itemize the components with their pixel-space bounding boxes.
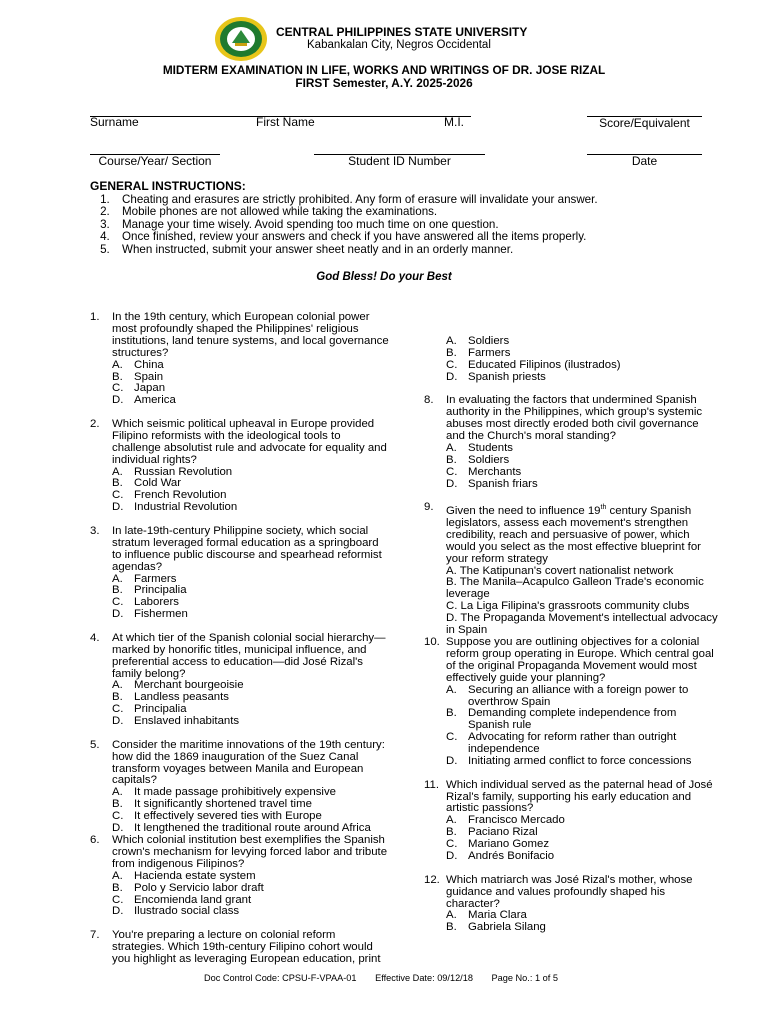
question-7-continued <box>424 312 720 384</box>
exam-semester: FIRST Semester, A.Y. 2025-2026 <box>295 76 473 90</box>
options-list <box>112 360 390 408</box>
question-number: 7. <box>90 929 100 942</box>
question-number: 2. <box>90 417 100 430</box>
question-text: Which seismic political upheaval in Europe provided Filipino reformists with the ideological tools to challenge absolutist rule and advocate for equality and individual rights? <box>112 417 387 466</box>
options-list <box>446 443 720 491</box>
question-7-options-wrap <box>446 312 720 336</box>
question-text: In the 19th century, which European colonial power most profoundly shaped the Philippines' religious institutions, land tenure systems, and local governance structures? <box>112 311 389 359</box>
option-b[interactable]: B. Demanding complete independence from Spanish rule <box>446 707 677 732</box>
question-number: 3. <box>90 524 100 537</box>
university-seal-icon <box>214 16 268 62</box>
question-number: 8. <box>424 394 434 407</box>
question-number: 12. <box>424 873 440 886</box>
question-number: 11. <box>424 778 439 791</box>
doc-control-code: Doc Control Code: CPSU-F-VPAA-01 <box>204 973 357 983</box>
option-d[interactable]: D. Initiating armed conflict to force concessions <box>446 755 692 768</box>
options-list <box>446 815 720 863</box>
option-a[interactable]: A. Securing an alliance with a foreign power to overthrow Spain <box>446 683 689 708</box>
options-list <box>112 787 390 835</box>
option-c[interactable]: C. Merchants <box>446 465 522 478</box>
surname-field[interactable] <box>90 116 150 129</box>
option-d[interactable]: D. America <box>112 394 176 407</box>
instruction-item: 3. Manage your time wisely. Avoid spending too much time on one question. <box>113 219 730 231</box>
score-field[interactable] <box>587 116 702 130</box>
option-c[interactable]: C. Japan <box>112 382 166 395</box>
question-7 <box>90 930 390 966</box>
options-list <box>112 467 390 515</box>
question-2 <box>90 419 390 514</box>
option-c[interactable]: C. Laborers <box>112 596 179 609</box>
option-d[interactable]: D. Fishermen <box>112 608 188 621</box>
question-text: Suppose you are outlining objectives for a colonial reform group operating in Europe. Which central goal of the original Propaganda Movement would most effectively guide your planning? <box>446 636 714 684</box>
option-b[interactable]: B. Landless peasants <box>112 691 229 704</box>
instructions-list <box>113 194 730 256</box>
question-number: 9. <box>424 501 434 514</box>
question-6 <box>90 835 390 918</box>
options-list <box>112 574 390 622</box>
question-3 <box>90 526 390 621</box>
question-text: Which individual served as the paternal head of José Rizal's family, supporting his early education and artistic passions? <box>446 778 713 815</box>
surname-label: Surname <box>90 115 139 129</box>
option-a[interactable]: A. Merchant bourgeoisie <box>112 679 244 692</box>
question-text: Which matriarch was José Rizal's mother, whose guidance and values profoundly shaped his character? <box>446 873 693 910</box>
question-12 <box>424 875 720 935</box>
student-id-field[interactable] <box>314 154 485 168</box>
question-text: You're preparing a lecture on colonial reform strategies. Which 19th-century Filipino cohort would you highlight as leveraging European education, print <box>112 930 381 965</box>
question-number: 5. <box>90 738 100 751</box>
date-field[interactable] <box>587 154 702 168</box>
university-location: Kabankalan City, Negros Occidental <box>307 39 491 51</box>
option-a[interactable]: A. Students <box>446 441 513 454</box>
option-d[interactable]: D. The Propaganda Movement's intellectual advocacy in Spain <box>446 612 718 637</box>
exam-title-block <box>0 64 768 90</box>
option-c[interactable]: C. Advocating for reform rather than outright independence <box>446 731 677 756</box>
question-number: 4. <box>90 631 100 644</box>
option-c[interactable]: C. French Revolution <box>112 489 227 502</box>
option-a[interactable]: A. The Katipunan's covert nationalist network <box>446 564 674 577</box>
options-list <box>112 680 390 728</box>
instruction-item: 4. Once finished, review your answers and check if you have answered all the items properly. <box>113 231 730 243</box>
option-b[interactable]: B. Cold War <box>112 477 182 490</box>
option-a[interactable]: A. It made passage prohibitively expensive <box>112 786 336 799</box>
questions-left-column <box>90 312 390 966</box>
page-number: Page No.: 1 of 5 <box>491 973 558 983</box>
effective-date: Effective Date: 09/12/18 <box>375 973 473 983</box>
option-a[interactable]: A. China <box>112 358 164 371</box>
options-list <box>446 910 720 934</box>
mi-label: M.I. <box>444 115 464 129</box>
score-label: Score/Equivalent <box>599 116 690 130</box>
instructions-heading: GENERAL INSTRUCTIONS: <box>90 179 246 193</box>
student-id-label: Student ID Number <box>348 154 451 168</box>
option-c[interactable]: C. Mariano Gomez <box>446 838 550 851</box>
option-d[interactable]: D. It lengthened the traditional route around Africa <box>112 822 371 835</box>
options-list <box>446 336 720 384</box>
option-b[interactable]: B. Farmers <box>446 346 511 359</box>
question-9 <box>424 502 720 637</box>
question-number: 10. <box>424 636 440 649</box>
instruction-item: 5. When instructed, submit your answer sheet neatly and in an orderly manner. <box>113 244 730 256</box>
options-list <box>446 685 720 768</box>
option-a[interactable]: A. Maria Clara <box>446 909 527 922</box>
question-11 <box>424 780 720 863</box>
option-d[interactable]: D. Andrés Bonifacio <box>446 850 555 863</box>
option-c[interactable]: C. Principalia <box>112 703 187 716</box>
course-field[interactable] <box>90 154 220 168</box>
option-c[interactable]: C. Educated Filipinos (ilustrados) <box>446 358 621 371</box>
option-d[interactable]: D. Spanish friars <box>446 477 538 490</box>
question-1 <box>90 312 390 407</box>
questions-right-column <box>424 312 720 934</box>
option-a[interactable]: A. Hacienda estate system <box>112 869 256 882</box>
options-list <box>112 871 390 919</box>
question-5 <box>90 740 390 835</box>
first-name-label: First Name <box>256 115 315 129</box>
document-footer <box>204 973 574 985</box>
date-label: Date <box>631 154 658 168</box>
option-b[interactable]: B. Soldiers <box>446 453 510 466</box>
mi-field[interactable] <box>444 116 484 129</box>
option-c[interactable]: C. La Liga Filipina's grassroots community clubs <box>446 600 690 613</box>
option-b[interactable]: B. Principalia <box>112 584 187 597</box>
instruction-item: 1. Cheating and erasures are strictly prohibited. Any form of erasure will invalidate your answer. <box>113 194 730 206</box>
question-text: At which tier of the Spanish colonial social hierarchy—marked by honorific titles, municipal influence, and preferential access to education—did José Rizal's family belong? <box>112 631 386 680</box>
option-b[interactable]: B. Gabriela Silang <box>446 921 546 934</box>
university-name: CENTRAL PHILIPPINES STATE UNIVERSITY <box>276 25 528 39</box>
blessing-text: God Bless! Do your Best <box>316 271 452 283</box>
question-text: Given the need to influence 19th century Spanish legislators, assess each movement's strengthen credibility, reach and persuasive of power, which would you select as the most effective blueprint for your reform strategy <box>446 504 701 565</box>
options-list <box>446 566 720 637</box>
option-b[interactable]: B. The Manila–Acapulco Galleon Trade's economic leverage <box>446 576 704 601</box>
option-a[interactable]: A. Soldiers <box>446 335 510 347</box>
option-c[interactable]: C. It effectively severed ties with Europe <box>112 810 322 823</box>
option-b[interactable]: B. Polo y Servicio labor draft <box>112 881 264 894</box>
exam-title: MIDTERM EXAMINATION IN LIFE, WORKS AND WRITINGS OF DR. JOSE RIZAL <box>162 63 606 77</box>
question-number: 1. <box>90 311 100 323</box>
option-d[interactable]: D. Spanish priests <box>446 370 546 383</box>
instruction-item: 2. Mobile phones are not allowed while taking the examinations. <box>113 206 730 218</box>
question-text: In evaluating the factors that undermined Spanish authority in the Philippines, which group's systemic abuses most directly eroded both civil governance and the Church's moral standing? <box>446 394 703 443</box>
question-text: Which colonial institution best exemplifies the Spanish crown's mechanism for levying forced labor and tribute from indigenous Filipinos? <box>112 834 388 870</box>
seal-base <box>235 43 247 46</box>
question-4 <box>90 633 390 728</box>
option-b[interactable]: B. Spain <box>112 370 164 383</box>
question-number: 6. <box>90 834 100 846</box>
general-instructions <box>90 181 730 256</box>
course-label: Course/Year/ Section <box>98 154 212 168</box>
option-d[interactable]: D. Enslaved inhabitants <box>112 715 240 728</box>
first-name-field[interactable] <box>256 116 336 129</box>
option-d[interactable]: D. Industrial Revolution <box>112 501 238 514</box>
option-a[interactable]: A. Russian Revolution <box>112 465 233 478</box>
question-10 <box>424 637 720 768</box>
question-text: Consider the maritime innovations of the 19th century: how did the 1869 inauguration of the Suez Canal transform voyages between Manila and European capitals? <box>112 738 385 787</box>
option-d[interactable]: D. Ilustrado social class <box>112 905 240 918</box>
option-c[interactable]: C. Encomienda land grant <box>112 893 252 906</box>
page-header <box>0 16 768 62</box>
option-b[interactable]: B. It significantly shortened travel time <box>112 798 312 811</box>
option-a[interactable]: A. Farmers <box>112 572 177 585</box>
question-8 <box>424 395 720 490</box>
option-a[interactable]: A. Francisco Mercado <box>446 814 565 827</box>
question-text: In late-19th-century Philippine society, which social stratum leveraged formal education as a springboard to influence public discourse and spearhead reformist agendas? <box>112 524 382 573</box>
option-b[interactable]: B. Paciano Rizal <box>446 826 538 839</box>
